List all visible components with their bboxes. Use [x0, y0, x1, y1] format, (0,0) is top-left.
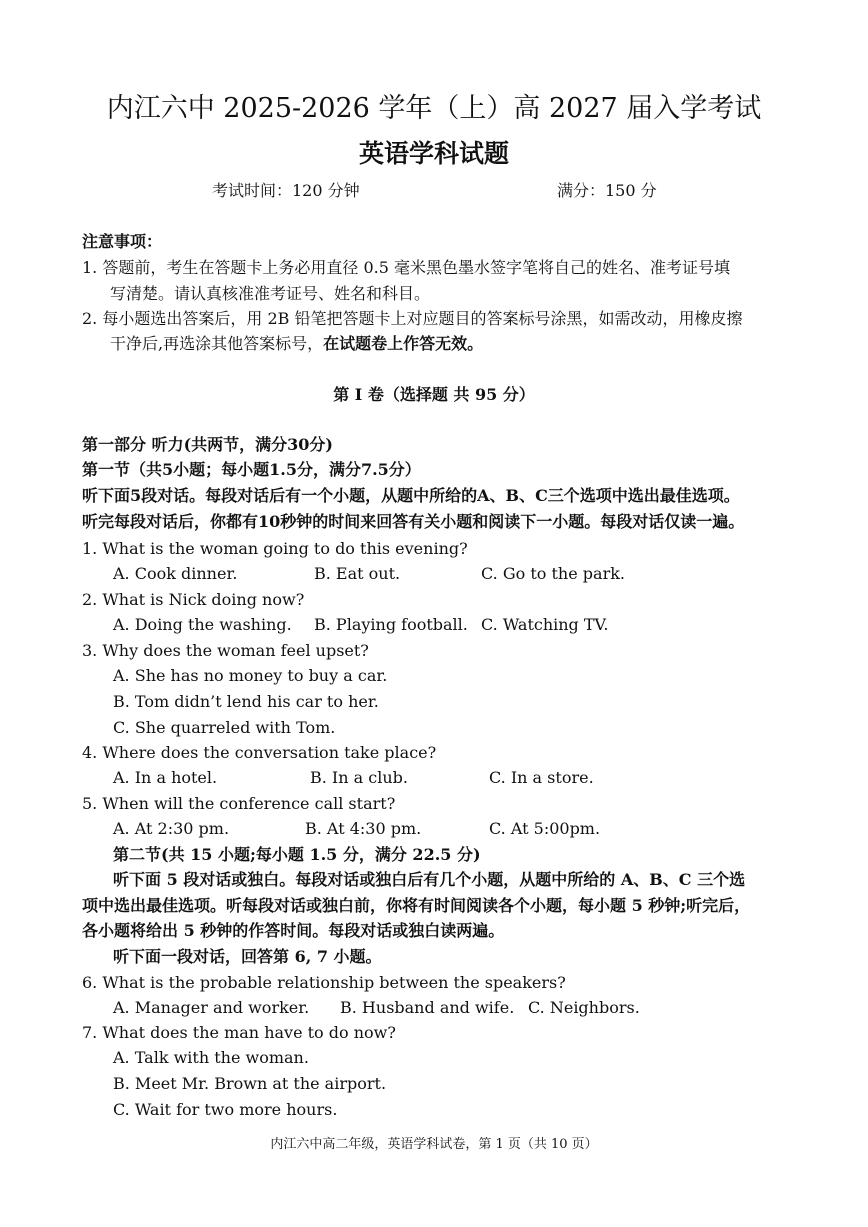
- q5-option-c: C. At 5:00pm.: [489, 819, 601, 838]
- section2-instruction-1: 听下面 5 段对话或独白。每段对话或独白后有几个小题，从题中所给的 A、B、C 三个选: [113, 870, 746, 889]
- q7-option-b: B. Meet Mr. Brown at the airport.: [113, 1074, 387, 1093]
- q3-option-a: A. She has no money to buy a car.: [113, 666, 388, 685]
- q1-option-a: A. Cook dinner.: [113, 564, 238, 583]
- volume-heading: 第 I 卷（选择题 共 95 分）: [333, 385, 535, 404]
- question-7: 7. What does the man have to do now?: [82, 1023, 396, 1042]
- question-6: 6. What is the probable relationship between the speakers?: [82, 973, 566, 992]
- section2-instruction-2: 项中选出最佳选项。听每段对话或独白前，你将有时间阅读各个小题，每小题 5 秒钟;听完后，: [82, 896, 751, 915]
- q6-option-b: B. Husband and wife.: [340, 998, 515, 1017]
- q4-option-a: A. In a hotel.: [113, 768, 218, 787]
- q5-option-a: A. At 2:30 pm.: [113, 819, 230, 838]
- notice-heading: 注意事项：: [82, 232, 163, 251]
- q7-option-c: C. Wait for two more hours.: [113, 1100, 338, 1119]
- section2-instruction-4: 听下面一段对话，回答第 6, 7 小题。: [113, 947, 382, 966]
- notice-item-2-cont: [110, 334, 483, 354]
- question-3: 3. Why does the woman feel upset?: [82, 641, 369, 660]
- exam-score: 满分：150 分: [557, 181, 657, 200]
- question-5: 5. When will the conference call start?: [82, 794, 396, 813]
- q6-option-c: C. Neighbors.: [528, 998, 640, 1017]
- q7-option-a: A. Talk with the woman.: [113, 1048, 309, 1067]
- section1-heading: 第一节（共5小题；每小题1.5分，满分7.5分）: [82, 460, 421, 479]
- q5-option-b: B. At 4:30 pm.: [305, 819, 422, 838]
- q1-option-b: B. Eat out.: [314, 564, 401, 583]
- notice-item-2: 2. 每小题选出答案后，用 2B 铅笔把答题卡上对应题目的答案标号涂黑，如需改动，用橡皮擦: [82, 309, 743, 328]
- q6-option-a: A. Manager and worker.: [113, 998, 310, 1017]
- notice-item-2-warning: 在试题卷上作答无效。: [323, 334, 484, 353]
- q2-option-b: B. Playing football.: [314, 615, 468, 634]
- q3-option-b: B. Tom didn’t lend his car to her.: [113, 692, 379, 711]
- q1-option-c: C. Go to the park.: [481, 564, 625, 583]
- notice-item-1-cont: 写清楚。请认真核准准考证号、姓名和科目。: [110, 284, 431, 303]
- question-2: 2. What is Nick doing now?: [82, 590, 305, 609]
- question-1: 1. What is the woman going to do this evening?: [82, 539, 468, 558]
- q2-option-c: C. Watching TV.: [481, 615, 609, 634]
- notice-item-1: 1. 答题前，考生在答题卡上务必用直径 0.5 毫米黑色墨水签字笔将自己的姓名、准考证号填: [82, 258, 730, 277]
- part1-heading: 第一部分 听力(共两节，满分30分): [82, 435, 333, 454]
- section1-instruction-1: 听下面5段对话。每段对话后有一个小题，从题中所给的A、B、C三个选项中选出最佳选项。: [82, 486, 740, 505]
- question-4: 4. Where does the conversation take place?: [82, 743, 437, 762]
- q3-option-c: C. She quarreled with Tom.: [113, 718, 336, 737]
- exam-subtitle: 英语学科试题: [358, 139, 509, 168]
- notice-item-2-text: 干净后,再选涂其他答案标号，: [110, 334, 324, 353]
- exam-title: 内江六中 2025-2026 学年（上）高 2027 届入学考试: [106, 93, 762, 124]
- page-footer: 内江六中高二年级，英语学科试卷，第 1 页（共 10 页）: [270, 1137, 598, 1152]
- q2-option-a: A. Doing the washing.: [113, 615, 292, 634]
- section2-instruction-3: 各小题将给出 5 秒钟的作答时间。每段对话或独白读两遍。: [82, 921, 505, 940]
- q4-option-b: B. In a club.: [310, 768, 408, 787]
- section1-instruction-2: 听完每段对话后，你都有10秒钟的时间来回答有关小题和阅读下一小题。每段对话仅读一遍。: [82, 512, 745, 531]
- exam-time: 考试时间：120 分钟: [212, 181, 360, 200]
- q4-option-c: C. In a store.: [489, 768, 594, 787]
- section2-heading: 第二节(共 15 小题;每小题 1.5 分，满分 22.5 分): [113, 845, 481, 864]
